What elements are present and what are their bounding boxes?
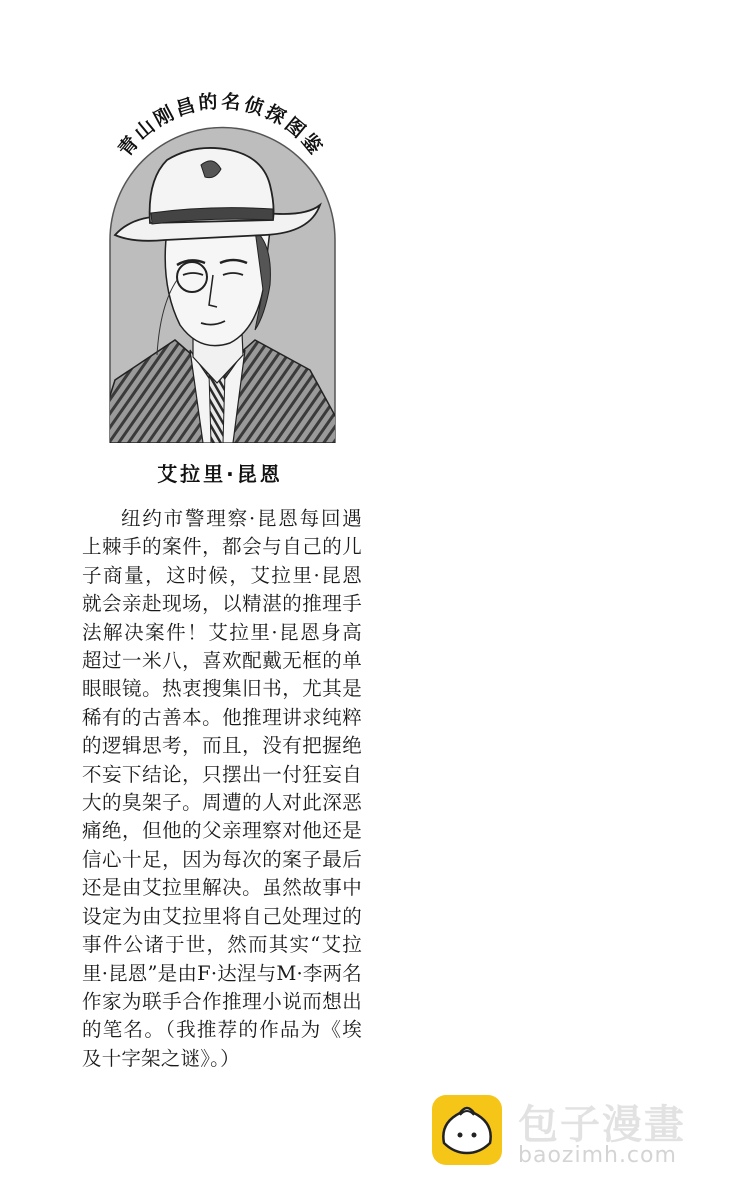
arch-title-text: 青山刚昌的名侦探图鉴 <box>114 90 328 161</box>
watermark-brand: 包子漫畫 <box>518 1102 686 1148</box>
detective-portrait-illustration <box>105 125 340 443</box>
watermark <box>430 1093 730 1173</box>
watermark-domain: baozimh.com <box>518 1143 677 1168</box>
character-name: 艾拉里·昆恩 <box>157 462 283 486</box>
description-paragraph: 纽约市警理察·昆恩每回遇上棘手的案件，都会与自己的儿子商量，这时候，艾拉里·昆恩就会亲赴现场，以精湛的推理手法解决案件！艾拉里·昆恩身高超过一米八，喜欢配戴无框的单眼眼镜。热衷搜集旧书，尤其是稀有的古善本。他推理讲求纯粹的逻辑思考，而且，没有把握绝不妄下结论，只摆出一付狂妄自大的臭架子。周遭的人对此深恶痛绝，但他的父亲理察对他还是信心十足，因为每次的案子最后还是由艾拉里解决。虽然故事中设定为由艾拉里将自己处理过的事件公诸于世，然而其实“艾拉里·昆恩”是由F·达涅与M·李两名作家为联手合作推理小说而想出的笔名。（我推荐的作品为《埃及十字架之谜》。） <box>82 507 362 1070</box>
bun-mascot-icon <box>430 1093 504 1167</box>
